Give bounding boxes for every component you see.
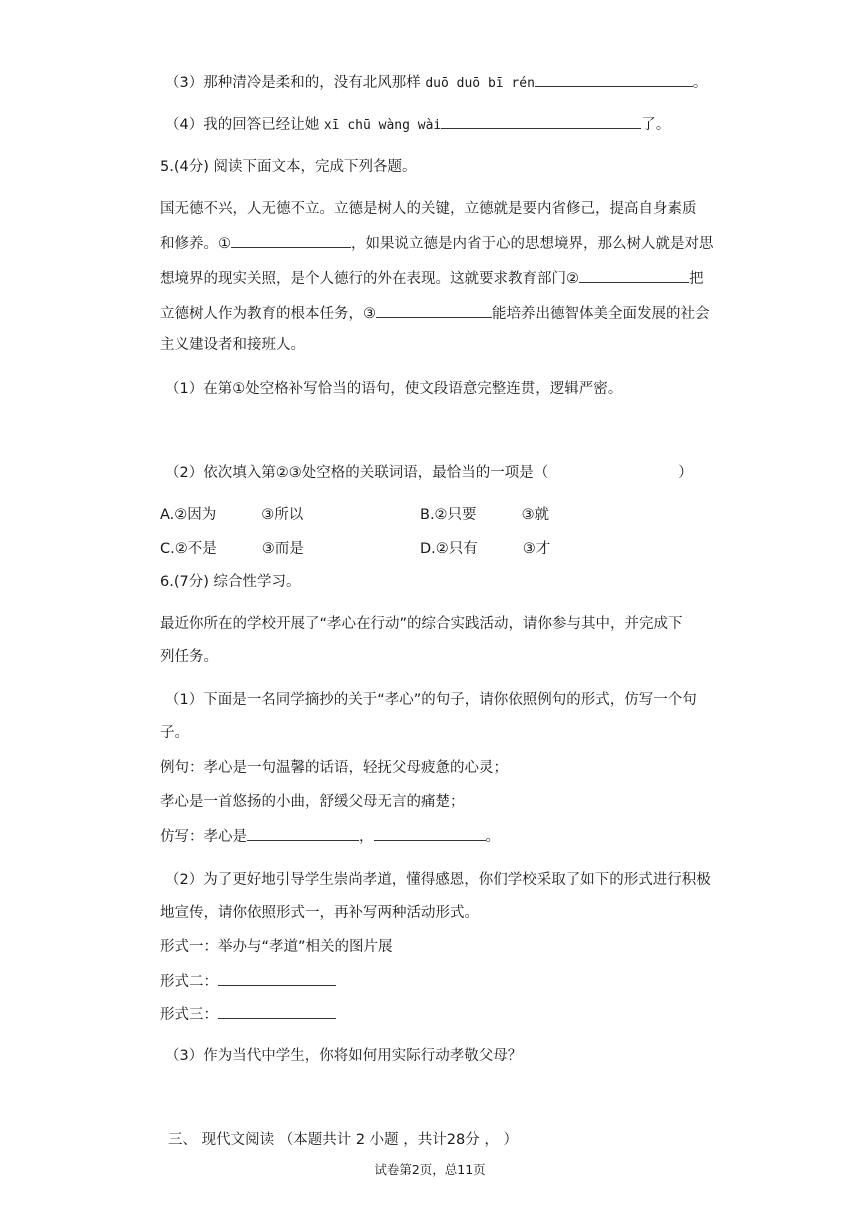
option-b-first: B.②只要: [420, 507, 477, 523]
imitate-suffix: 。: [485, 829, 500, 845]
option-b[interactable]: [420, 504, 549, 526]
form-3-label: 形式三：: [160, 1007, 218, 1023]
q4-item-3-suffix: 。: [692, 75, 708, 91]
passage-text: ，如果说立德是内省于心的思想境界，那么树人就是对思: [351, 236, 714, 252]
option-d[interactable]: [420, 538, 550, 560]
option-a-second: ③所以: [261, 507, 304, 523]
passage-text: 能培养出德智体美全面发展的社会: [492, 306, 710, 322]
imitate-mid: ，: [359, 829, 374, 845]
option-c-second: ③而是: [261, 541, 304, 557]
imitate-blank-2[interactable]: [374, 826, 486, 841]
passage-text: 想境界的现实关照，是个人德行的外在表现。这就要求教育部门②: [160, 271, 579, 287]
q6-sub1-line: 子。: [160, 725, 189, 741]
q4-item-3-prefix: （3）那种清冷是柔和的，没有北风那样: [165, 75, 426, 91]
option-c[interactable]: [160, 538, 304, 560]
option-c-first: C.②不是: [160, 541, 217, 557]
q6-sub2-line: 地宣传，请你依照形式一，再补写两种活动形式。: [160, 905, 479, 921]
q4-item-4-prefix: （4）我的回答已经让她: [165, 117, 324, 133]
q5-sub2: [165, 462, 693, 484]
q6-imitate: [160, 826, 500, 848]
q5-sub2-prefix: （2）依次填入第②③处空格的关联词语，最恰当的一项是（: [165, 465, 549, 481]
q6-header: 6.(7分) 综合性学习。: [160, 574, 301, 590]
passage-text: 和修养。①: [160, 236, 231, 252]
q5-sub2-suffix: ）: [678, 465, 693, 481]
q6-form-2: [160, 971, 336, 993]
q4-item-4-pinyin: xī chū wàng wài: [323, 118, 442, 133]
answer-blank-2[interactable]: [579, 268, 689, 283]
q4-item-3-pinyin: duō duō bī rén: [425, 76, 535, 91]
q4-item-4: [165, 114, 670, 137]
q6-sub2-line: （2）为了更好地引导学生崇尚孝道，懂得感恩，你们学校采取了如下的形式进行积极: [165, 872, 711, 888]
q5-passage-line: [160, 233, 714, 255]
q6-example-1: 例句：孝心是一句温馨的话语，轻抚父母疲惫的心灵；: [160, 760, 508, 776]
q6-intro-line: 最近你所在的学校开展了“孝心在行动”的综合实践活动，请你参与其中，并完成下: [160, 616, 683, 632]
q6-sub1-line: （1）下面是一名同学摘抄的关于“孝心”的句子，请你依照例句的形式，仿写一个句: [165, 692, 697, 708]
option-a-first: A.②因为: [160, 507, 217, 523]
q6-form-3: [160, 1004, 336, 1026]
option-d-second: ③才: [522, 541, 551, 557]
page-footer: 试卷第2页，总11页: [374, 1162, 486, 1177]
form-2-label: 形式二：: [160, 974, 218, 990]
q4-item-3: [165, 72, 707, 95]
q5-header: 5.(4分) 阅读下面文本，完成下列各题。: [160, 159, 417, 175]
section-3-heading: 三、 现代文阅读 （本题共计 2 小题 ，共计28分 ， ）: [168, 1132, 518, 1148]
answer-blank-1[interactable]: [231, 233, 351, 248]
option-d-first: D.②只有: [420, 541, 478, 557]
option-a[interactable]: [160, 504, 303, 526]
q5-passage-line: [160, 303, 710, 325]
answer-blank-3[interactable]: [376, 303, 492, 318]
q6-form-1: 形式一：举办与“孝道”相关的图片展: [160, 939, 393, 955]
form-3-blank[interactable]: [218, 1004, 336, 1019]
q4-item-4-suffix: 了。: [641, 117, 671, 133]
q5-passage-line: 主义建设者和接班人。: [160, 337, 305, 353]
q5-passage-line: 国无德不兴，人无德不立。立德是树人的关键，立德就是要内省修己，提高自身素质: [160, 201, 697, 217]
answer-blank[interactable]: [535, 72, 693, 87]
q6-sub3: （3）作为当代中学生，你将如何用实际行动孝敬父母？: [165, 1048, 523, 1064]
form-2-blank[interactable]: [218, 971, 336, 986]
option-b-second: ③就: [521, 507, 550, 523]
q6-intro-line: 列任务。: [160, 649, 218, 665]
passage-text: 立德树人作为教育的根本任务，③: [160, 306, 376, 322]
answer-blank[interactable]: [441, 114, 641, 129]
imitate-blank-1[interactable]: [247, 826, 359, 841]
imitate-prefix: 仿写：孝心是: [160, 829, 247, 845]
q6-example-2: 孝心是一首悠扬的小曲，舒缓父母无言的痛楚；: [160, 794, 465, 810]
passage-text: 把: [689, 271, 704, 287]
q5-passage-line: [160, 268, 704, 290]
q5-sub1: （1）在第①处空格补写恰当的语句，使文段语意完整连贯，逻辑严密。: [165, 381, 623, 397]
